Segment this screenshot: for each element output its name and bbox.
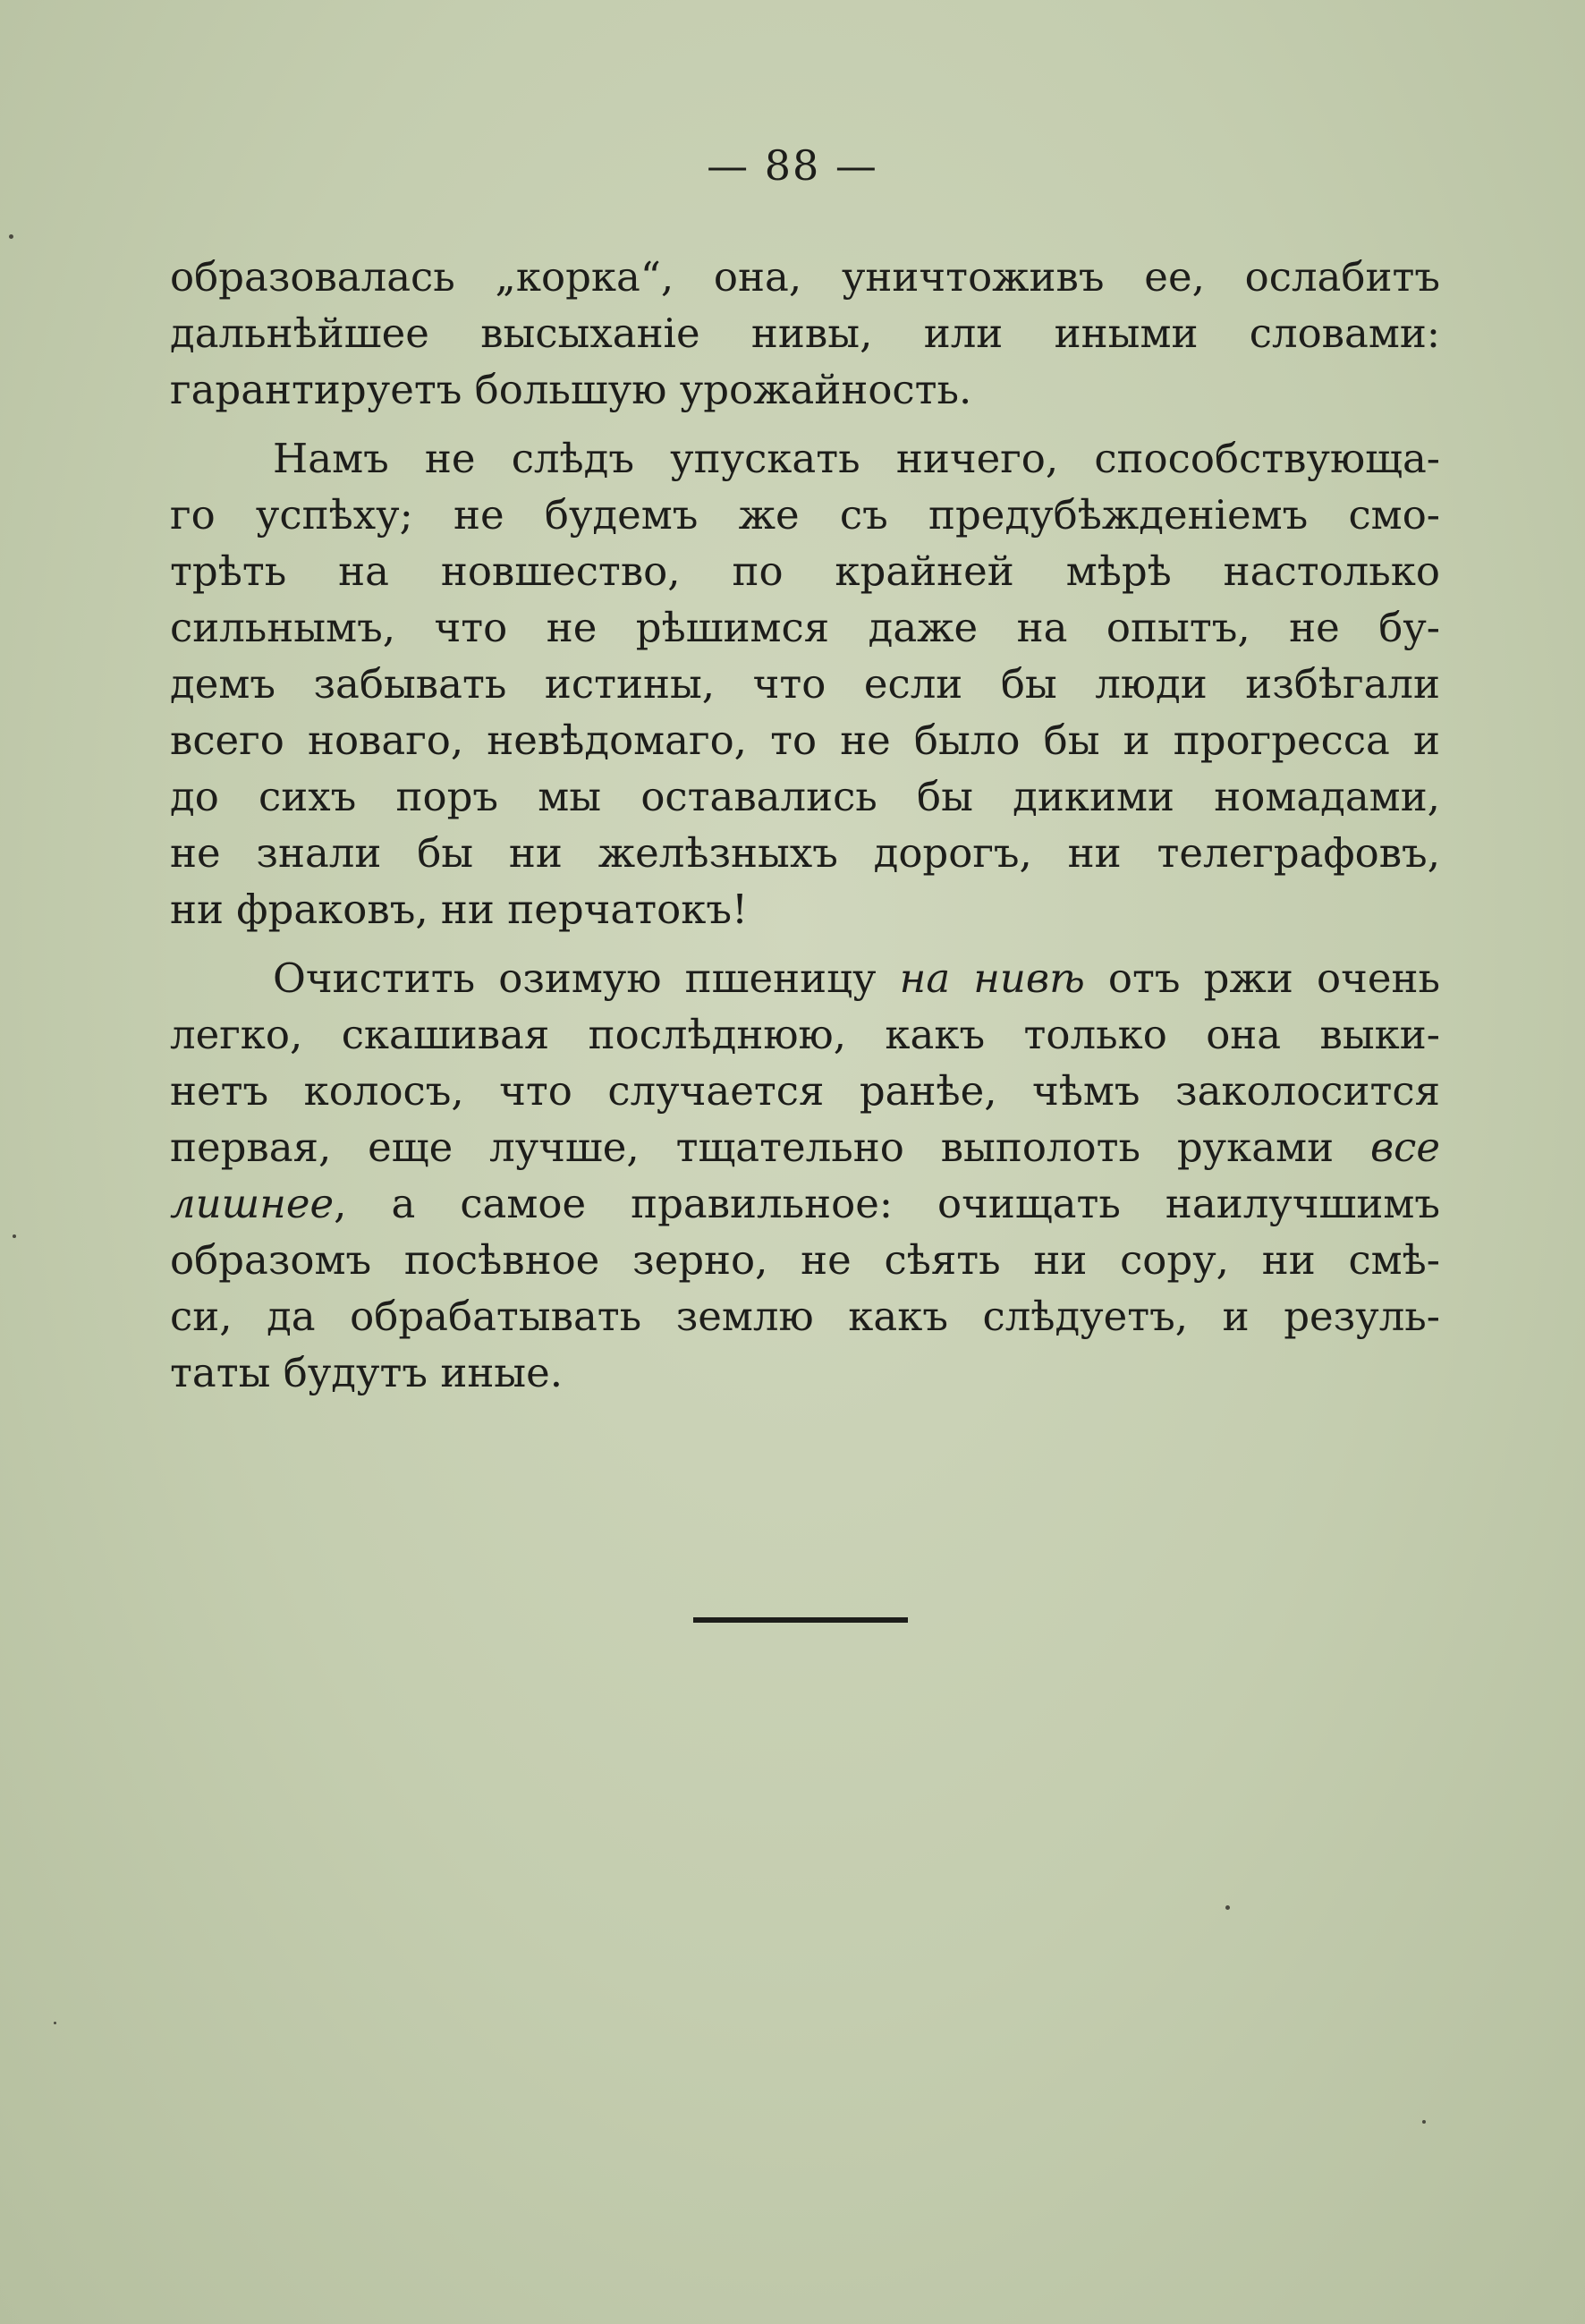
text-line	[170, 1175, 1440, 1232]
text-line: таты будутъ иные.	[170, 1349, 564, 1396]
italic-run: лишнее	[170, 1180, 335, 1227]
text-run: Очистить озимую пшеницу	[273, 954, 900, 1002]
page-number: — 88 —	[707, 141, 878, 190]
text-line: всего новаго, невѣдомаго, то не было бы и прогресса и	[170, 717, 1440, 764]
paragraph-2	[170, 430, 1440, 937]
text-line: си, да обрабатывать землю какъ слѣдуетъ, и резуль-	[170, 1293, 1440, 1340]
text-line: дальнѣйшее высыханіе нивы, или иными словами:	[170, 310, 1440, 357]
paper-speck	[1422, 2120, 1426, 2124]
paper-speck	[9, 234, 13, 239]
text-line: образомъ посѣвное зерно, не сѣять ни сору, ни смѣ-	[170, 1236, 1440, 1284]
text-line: не знали бы ни желѣзныхъ дорогъ, ни телеграфовъ,	[170, 829, 1440, 877]
text-line: сильнымъ, что не рѣшимся даже на опытъ, не бу-	[170, 604, 1440, 651]
text-line: трѣть на новшество, по крайней мѣрѣ настолько	[170, 547, 1440, 595]
italic-run: на нивѣ	[899, 954, 1085, 1002]
text-line: гарантируетъ большую урожайность.	[170, 366, 972, 413]
text-line: легко, скашивая послѣднюю, какъ только она выки-	[170, 1011, 1440, 1058]
text-line: го успѣху; не будемъ же съ предубѣжденіемъ смо-	[170, 491, 1440, 539]
text-run: первая, еще лучше, тщательно выполоть руками	[170, 1124, 1370, 1171]
text-line: образовалась „корка“, она, уничтоживъ ее, ослабитъ	[170, 253, 1440, 301]
text-line	[170, 950, 1440, 1006]
paper-speck	[13, 1234, 16, 1238]
text-run: , а самое правильное: очищать наилучшимъ	[334, 1180, 1440, 1227]
paper-speck	[54, 2022, 56, 2024]
text-run: отъ ржи очень	[1084, 954, 1440, 1002]
text-line: Намъ не слѣдъ упускать ничего, способствующа-	[273, 435, 1440, 482]
section-end-rule	[693, 1617, 908, 1623]
paper-speck	[1225, 1905, 1230, 1910]
text-line: ни фраковъ, ни перчатокъ!	[170, 886, 749, 933]
text-line	[170, 1119, 1440, 1175]
text-body	[170, 249, 1440, 1401]
text-line: до сихъ поръ мы оставались бы дикими номадами,	[170, 773, 1440, 820]
paragraph-3	[170, 950, 1440, 1401]
paragraph-1	[170, 249, 1440, 418]
text-line: демъ забывать истины, что если бы люди избѣгали	[170, 660, 1440, 708]
italic-run: все	[1369, 1124, 1440, 1171]
text-line: нетъ колосъ, что случается ранѣе, чѣмъ заколосится	[170, 1067, 1440, 1115]
